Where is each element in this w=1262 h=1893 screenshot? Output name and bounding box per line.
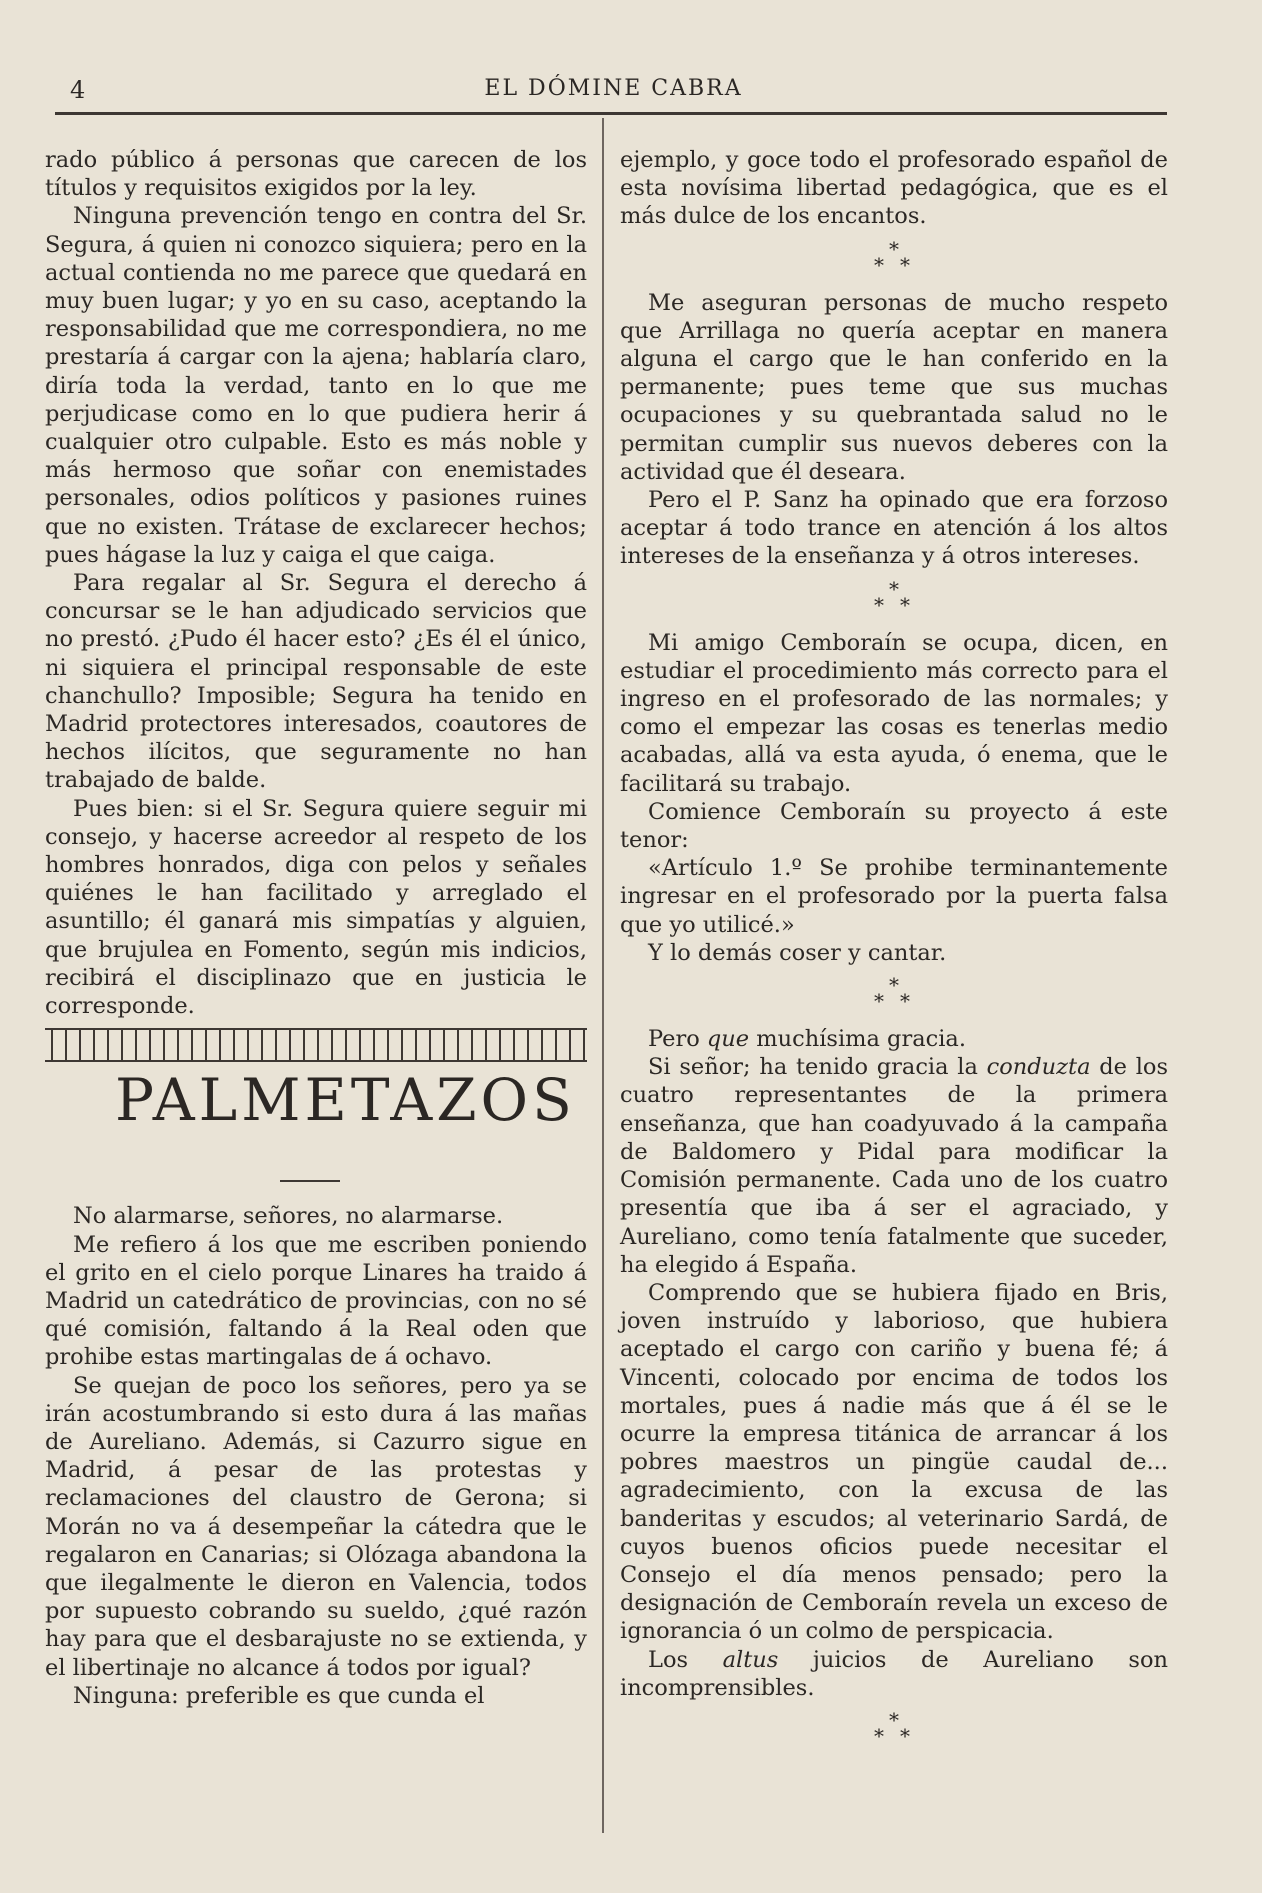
paragraph: No alarmarse, señores, no alarmarse. (73, 1203, 504, 1230)
header-rule (55, 112, 1167, 115)
page-number: 4 (70, 76, 86, 104)
paragraph: Me refiero á los que me escriben poniendo el grito en el cielo porque Linares ha traido á Madrid un catedrático de provincias, con no sé qué comisión, faltando á la Real oden que prohibe estas martingalas de á ochavo. (45, 1231, 587, 1371)
section-heading-block (45, 1062, 587, 1202)
asterism-separator: * * * (874, 1707, 910, 1748)
paragraph: ejemplo, y goce todo el profesorado español de esta novísima libertad pedagógica, que es el más dulce de los encantos. (620, 147, 1168, 230)
asterism-separator: * * * (874, 236, 910, 277)
paragraph: Comience Cemboraín su proyecto á este tenor: (620, 798, 1168, 854)
paragraph: Pero que muchísima gracia. (648, 1026, 966, 1053)
paragraph: Pero el P. Sanz ha opinado que era forzoso aceptar á todo trance en atención á los altos intereses de la enseñanza y á otros intereses. (620, 487, 1168, 570)
paragraph: Pues bien: si el Sr. Segura quiere seguir mi consejo, y hacerse acreedor al respeto de los hombres honrados, diga con pelos y señales quiénes le han facilitado y arreglado el asuntillo; él ganará mis simpatías y alguien, que brujulea en Fomento, según mis indicios, recibirá el disciplinazo que en justicia le corresponde. (45, 795, 587, 1020)
page-header (60, 72, 1167, 112)
paragraph: Y lo demás coser y cantar. (648, 939, 947, 966)
asterism-separator: * * * (874, 973, 910, 1014)
paragraph: rado público á personas que carecen de los títulos y requisitos exigidos por la ley. (45, 147, 587, 202)
publication-title: EL DÓMINE CABRA (484, 76, 743, 101)
ornamental-border (45, 1028, 587, 1062)
heading-rule (280, 1180, 340, 1182)
paragraph: Se quejan de poco los señores, pero ya se irán acostumbrando si esto dura á las mañas de Aureliano. Además, si Cazurro sigue en Madrid, á pesar de las protestas y reclamaciones del claustro de Gerona; si Morán no va á desempeñar la cátedra que le regalaron en Canarias; si Olózaga abandona la que ilegalmente le dieron en Valencia, todos por supuesto cobrando su sueldo, ¿qué razón hay para que el desbarajuste no se extienda, y el libertinaje no alcance á todos por igual? (45, 1372, 587, 1681)
right-column (620, 146, 1168, 1760)
paragraph: Ninguna prevención tengo en contra del Sr. Segura, á quien ni conozco siquiera; pero en la actual contienda no me parece que quedará en muy buen lugar; y yo en su caso, aceptando la responsabilidad que me correspondiera, no me prestaría á cargar con la ajena; hablaría claro, diría toda la verdad, tanto en lo que me perjudicase como en lo que pudiera herir á cualquier otro culpable. Esto es más noble y más hermoso que soñar con enemistades personales, odios políticos y pasiones ruines que no existen. Trátase de exclarecer hechos; pues hágase la luz y caiga el que caiga. (45, 203, 587, 568)
paragraph: Ninguna: preferible es que cunda el (73, 1682, 485, 1709)
column-divider (602, 118, 604, 1833)
paragraph: Mi amigo Cemboraín se ocupa, dicen, en estudiar el procedimiento más correcto para el ingreso en el profesorado de las normales; y como el empezar las cosas es tenerlas medio acabadas, allá va esta ayuda, ó enema, que le facilitará su trabajo. (620, 629, 1168, 797)
paragraph: «Artículo 1.º Se prohibe terminantemente ingresar en el profesorado por la puerta falsa que yo utilicé.» (620, 855, 1168, 938)
paragraph: Si señor; ha tenido gracia la conduzta de los cuatro representantes de la primera enseñanza, que han coadyuvado á la campaña de Baldomero y Pidal para modificar la Comisión permanente. Cada uno de los cuatro presentía que iba á ser el agraciado, y Aureliano, como tenía fatalmente que suceder, ha elegido á España. (620, 1054, 1168, 1278)
section-heading: PALMETAZOS (115, 1066, 576, 1135)
left-column (45, 146, 587, 1710)
paragraph: Me aseguran personas de mucho respeto que Arrillaga no quería aceptar en manera alguna el cargo que le han conferido en la permanente; pues teme que sus muchas ocupaciones y su quebrantada salud no le permitan cumplir sus nuevos deberes con la actividad que él deseara. (620, 289, 1168, 485)
asterism-separator: * * * (874, 576, 910, 617)
paragraph: Los altus juicios de Aureliano son incomprensibles. (620, 1646, 1169, 1701)
paragraph: Para regalar al Sr. Segura el derecho á concursar se le han adjudicado servicios que no prestó. ¿Pudo él hacer esto? ¿Es él el único, ni siquiera el principal responsable de este chanchullo? Imposible; Segura ha tenido en Madrid protectores interesados, coautores de hechos ilícitos, que seguramente no han trabajado de balde. (45, 570, 587, 794)
paragraph: Comprendo que se hubiera fijado en Bris, joven instruído y laborioso, que hubiera aceptado el cargo con cariño y buena fé; á Vincenti, colocado por encima de todos los mortales, pues á nadie más que á él se le ocurre la empresa titánica de arrancar á los pobres maestros un pingüe caudal de... agradecimiento, con la excusa de las banderitas y escudos; al veterinario Sardá, de cuyos buenos oficios puede necesitar el Consejo el día menos pensado; pero la designación de Cemboraín revela un exceso de ignorancia ó un colmo de perspicacia. (620, 1279, 1168, 1645)
